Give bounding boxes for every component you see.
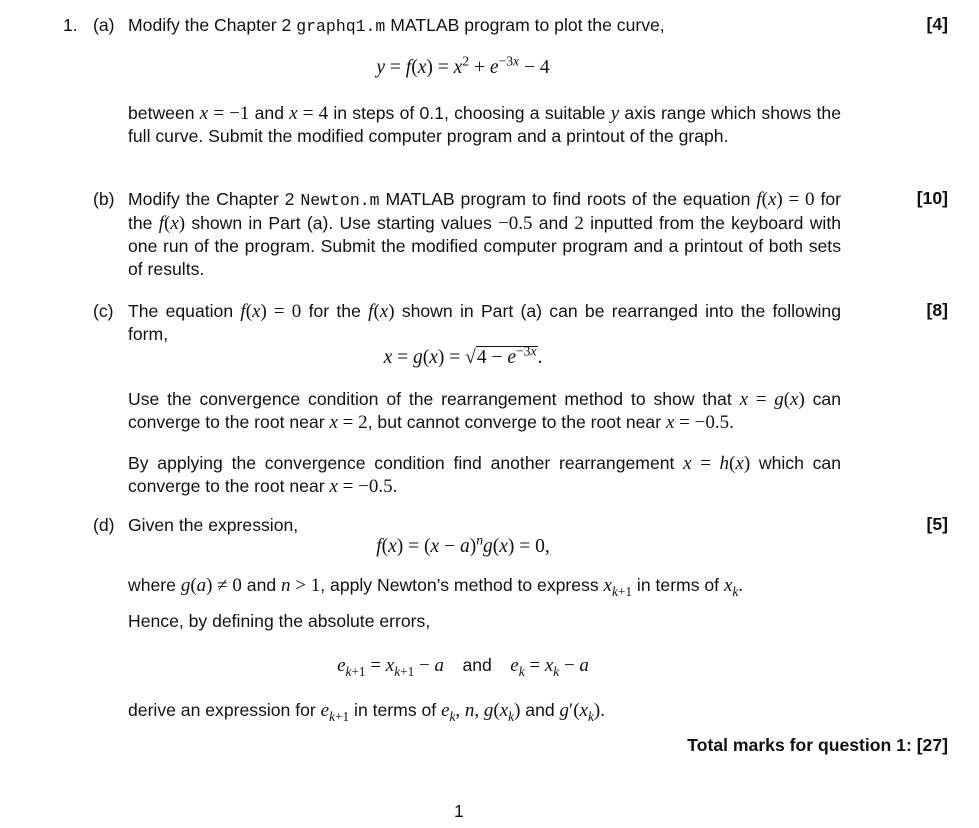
- part-b-label: (b): [93, 189, 115, 209]
- part-a-body: between x = −1 and x = 4 in steps of 0.1, choosing a suitable y axis range which shows the full curve. Submit the modified computer program and a printout of the graph.: [128, 103, 841, 146]
- part-c-para2: By applying the convergence condition find another rearrangement x = h(x) which can converge to the root near x = −0.5.: [128, 453, 841, 497]
- question-number: 1.: [63, 15, 78, 35]
- part-c-label: (c): [93, 301, 114, 321]
- equation-gx: $x = g(x) = √4 - e^{-3x}$.: [383, 343, 543, 368]
- part-d-intro: Given the expression,: [128, 515, 299, 535]
- part-d-marks: [5]: [926, 514, 948, 534]
- part-a-label: (a): [93, 15, 115, 35]
- part-d-label: (d): [93, 515, 115, 535]
- part-d-where: where g(a) ≠ 0 and n > 1, apply Newton’s method to express $x_{k+1}$ in terms of $x_k$.: [128, 575, 744, 599]
- page-number: 1: [454, 801, 464, 821]
- part-a-marks: [4]: [926, 14, 948, 34]
- part-a-intro: Modify the Chapter 2 graphq1.m MATLAB program to plot the curve,: [128, 15, 665, 36]
- part-b-marks: [10]: [916, 188, 948, 208]
- part-d-derive: derive an expression for $e_{k+1}$ in terms of $e_k$, n, $g(x_k)$ and $g'(x_k)$.: [128, 700, 605, 724]
- part-c-para1: Use the convergence condition of the rearrangement method to show that x = g(x) can converge to the root near x = 2, but cannot converge to the root near x = −0.5.: [128, 389, 841, 433]
- part-b-body: Modify the Chapter 2 Newton.m MATLAB program to find roots of the equation f(x) = 0 for the f(x) shown in Part (a). Use starting values −0.5 and 2 inputted from the keyboard with one run of the program. Submit the modified computer program and a printout of both sets of results.: [128, 189, 841, 279]
- part-c-intro: The equation f(x) = 0 for the f(x) shown in Part (a) can be rearranged into the following form,: [128, 301, 842, 344]
- equation-fx-multiple-root: $f(x) = (x - a)^ng(x) = 0$,: [376, 532, 550, 557]
- equation-fx: $y = f(x) = x^2 + e^{-3x} - 4$: [376, 53, 550, 78]
- part-d-hence: Hence, by defining the absolute errors,: [128, 611, 431, 631]
- part-c-marks: [8]: [926, 300, 948, 320]
- equation-errors: $e_{k+1} = x_{k+1} - a$ and $e_k = x_k - a$: [337, 655, 589, 679]
- code-graphq1: graphq1.m: [296, 17, 386, 36]
- total-marks: Total marks for question 1: [27]: [687, 735, 948, 755]
- code-newton: Newton.m: [300, 191, 380, 210]
